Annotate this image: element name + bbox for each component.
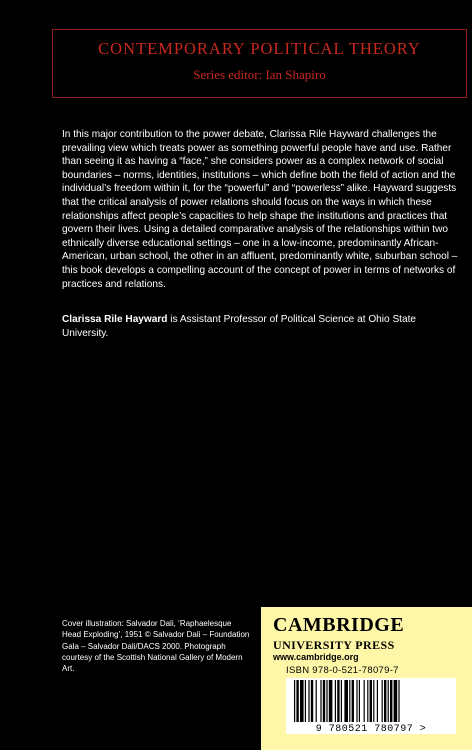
author-bio-text: is Assistant Professor of Political Science at Ohio State University. xyxy=(62,314,417,339)
publisher-subtitle: UNIVERSITY PRESS xyxy=(273,638,395,652)
barcode-digits: 9 780521 780797 > xyxy=(315,724,427,735)
series-box xyxy=(52,29,467,98)
isbn: ISBN 978-0-521-78079-7 xyxy=(286,665,399,676)
cover-illustration-credit: Cover illustration: Salvador Dali, ‘Raphaelesque Head Exploding’, 1951 © Salvador Dali – Foundation Gala – Salvador Dali/DACS 2000. Photograph courtesy of the Scottish National Gallery of Modern Art. xyxy=(62,619,250,674)
author-name: Clarissa Rile Hayward xyxy=(62,314,168,325)
publisher-url: www.cambridge.org xyxy=(273,652,359,662)
author-bio xyxy=(62,313,458,340)
book-description: In this major contribution to the power debate, Clarissa Rile Hayward challenges the prevailing view which treats power as something powerful people have and use. Rather than seeing it as having a “face,” she considers power as a complex network of social boundaries – norms, identities, institutions – which define both the field of action and the individual’s freedom within it, for the “powerful” and “powerless” alike. Hayward suggests that the critical analysis of power relations should focus on the ways in which these relationships affect people’s capacities to help shape the institutions and practices that govern their lives. Using a detailed comparative analysis of the relationships within two ethnically diverse educational settings – one in a low-income, predominantly African-American, urban school, the other in an affluent, predominantly white, suburban school – this book develops a compelling account of the concept of power in terms of networks of practices and relations. xyxy=(62,129,458,290)
publisher-name: CAMBRIDGE xyxy=(273,614,405,636)
publisher-panel xyxy=(261,607,472,750)
series-title: CONTEMPORARY POLITICAL THEORY xyxy=(98,39,421,58)
barcode xyxy=(286,678,456,734)
series-editor: Series editor: Ian Shapiro xyxy=(193,67,326,82)
barcode-icon xyxy=(294,680,448,724)
